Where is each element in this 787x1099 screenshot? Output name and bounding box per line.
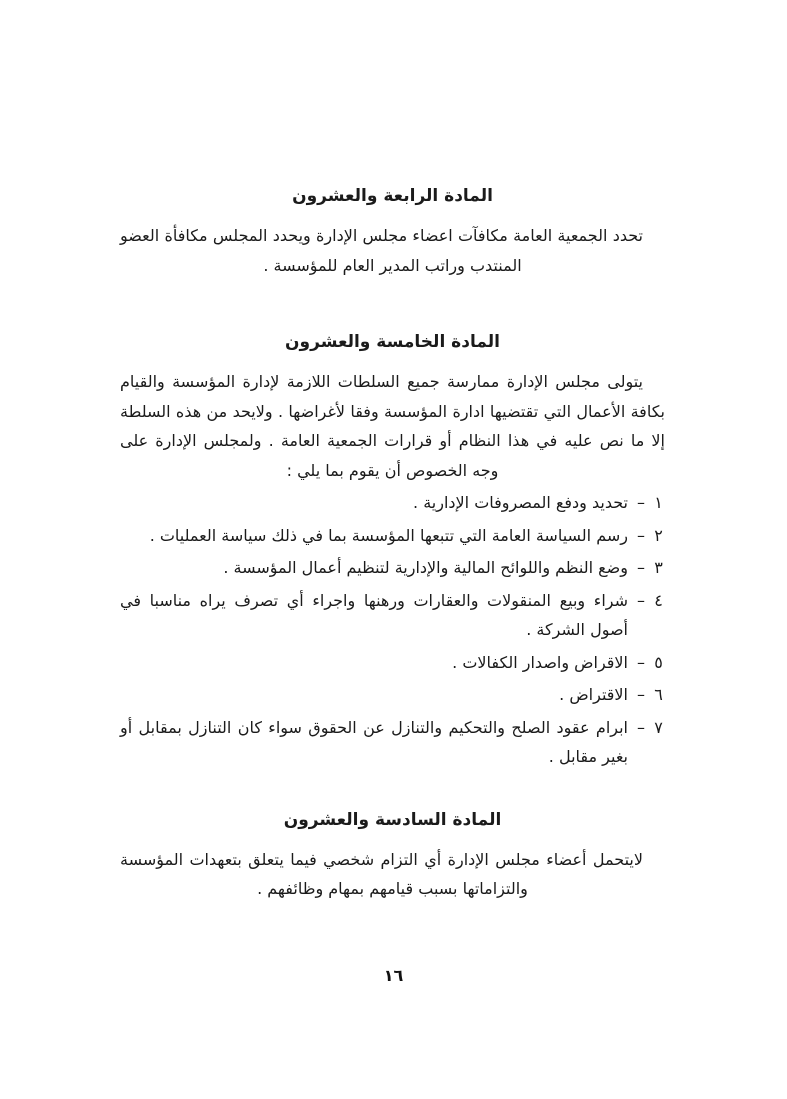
item-number: ٤	[654, 590, 663, 610]
article-24-body: تحدد الجمعية العامة مكافآت اعضاء مجلس الإدارة ويحدد المجلس مكافأة العضو المنتدب وراتب المدير العام للمؤسسة .	[120, 226, 643, 275]
item-number: ٦	[654, 685, 663, 704]
item-text: شراء وبيع المنقولات والعقارات ورهنها واجراء أي تصرف يراه مناسبا في أصول الشركة .	[120, 590, 628, 639]
article-26-section	[120, 772, 665, 904]
item-text: الاقتراض .	[559, 685, 628, 704]
item-number: ١	[654, 493, 663, 512]
article-26-body: لايتحمل أعضاء مجلس الإدارة أي التزام شخصي فيما يتعلق بتعهدات المؤسسة والتزاماتها بسبب قيامهم بمهام وظائفهم .	[120, 849, 643, 898]
article-25-heading: المادة الخامسة والعشرون	[285, 332, 500, 352]
item-number: ٣	[654, 558, 663, 577]
list-item	[120, 521, 665, 551]
item-text: ابرام عقود الصلح والتحكيم والتنازل عن الحقوق سواء كان التنازل بمقابل أو بغير مقابل .	[120, 717, 628, 766]
list-item	[120, 680, 665, 710]
item-number: ٧	[654, 717, 663, 737]
item-number: ٥	[654, 652, 663, 672]
article-25-items-list	[120, 488, 665, 772]
item-text: تحديد ودفع المصروفات الإدارية .	[413, 493, 628, 512]
article-24-section	[120, 0, 665, 280]
item-text: وضع النظم واللوائح المالية والإدارية لتنظيم أعمال المؤسسة .	[223, 558, 628, 577]
item-dash: –	[637, 525, 645, 545]
article-24-heading: المادة الرابعة والعشرون	[292, 186, 493, 206]
item-dash: –	[637, 558, 645, 577]
article-25-body: يتولى مجلس الإدارة ممارسة جميع السلطات اللازمة لإدارة المؤسسة والقيام بكافة الأعمال التي تقتضيها ادارة المؤسسة وفقا لأغراضها . ولايحد من هذه السلطة إلا ما نص عليه في هذا النظام أو قرارات الجمعية العامة . ولمجلس الإدارة على وجه الخصوص أن يقوم بما يلي :	[120, 372, 665, 480]
item-dash: –	[637, 717, 645, 737]
item-number: ٢	[654, 525, 663, 545]
list-item	[120, 648, 665, 678]
list-item	[120, 553, 665, 583]
list-item	[120, 488, 665, 518]
page-content	[120, 0, 665, 904]
list-item	[120, 713, 665, 772]
article-25-section	[120, 280, 665, 772]
item-dash: –	[637, 652, 645, 672]
item-dash: –	[637, 493, 645, 512]
list-item	[120, 586, 665, 645]
item-text: رسم السياسة العامة التي تتبعها المؤسسة بما في ذلك سياسة العمليات .	[149, 525, 628, 545]
item-text: الاقراض واصدار الكفالات .	[452, 652, 628, 672]
article-26-heading: المادة السادسة والعشرون	[283, 809, 502, 830]
item-dash: –	[637, 590, 645, 610]
page-number: ١٦	[383, 966, 404, 985]
item-dash: –	[637, 685, 645, 704]
